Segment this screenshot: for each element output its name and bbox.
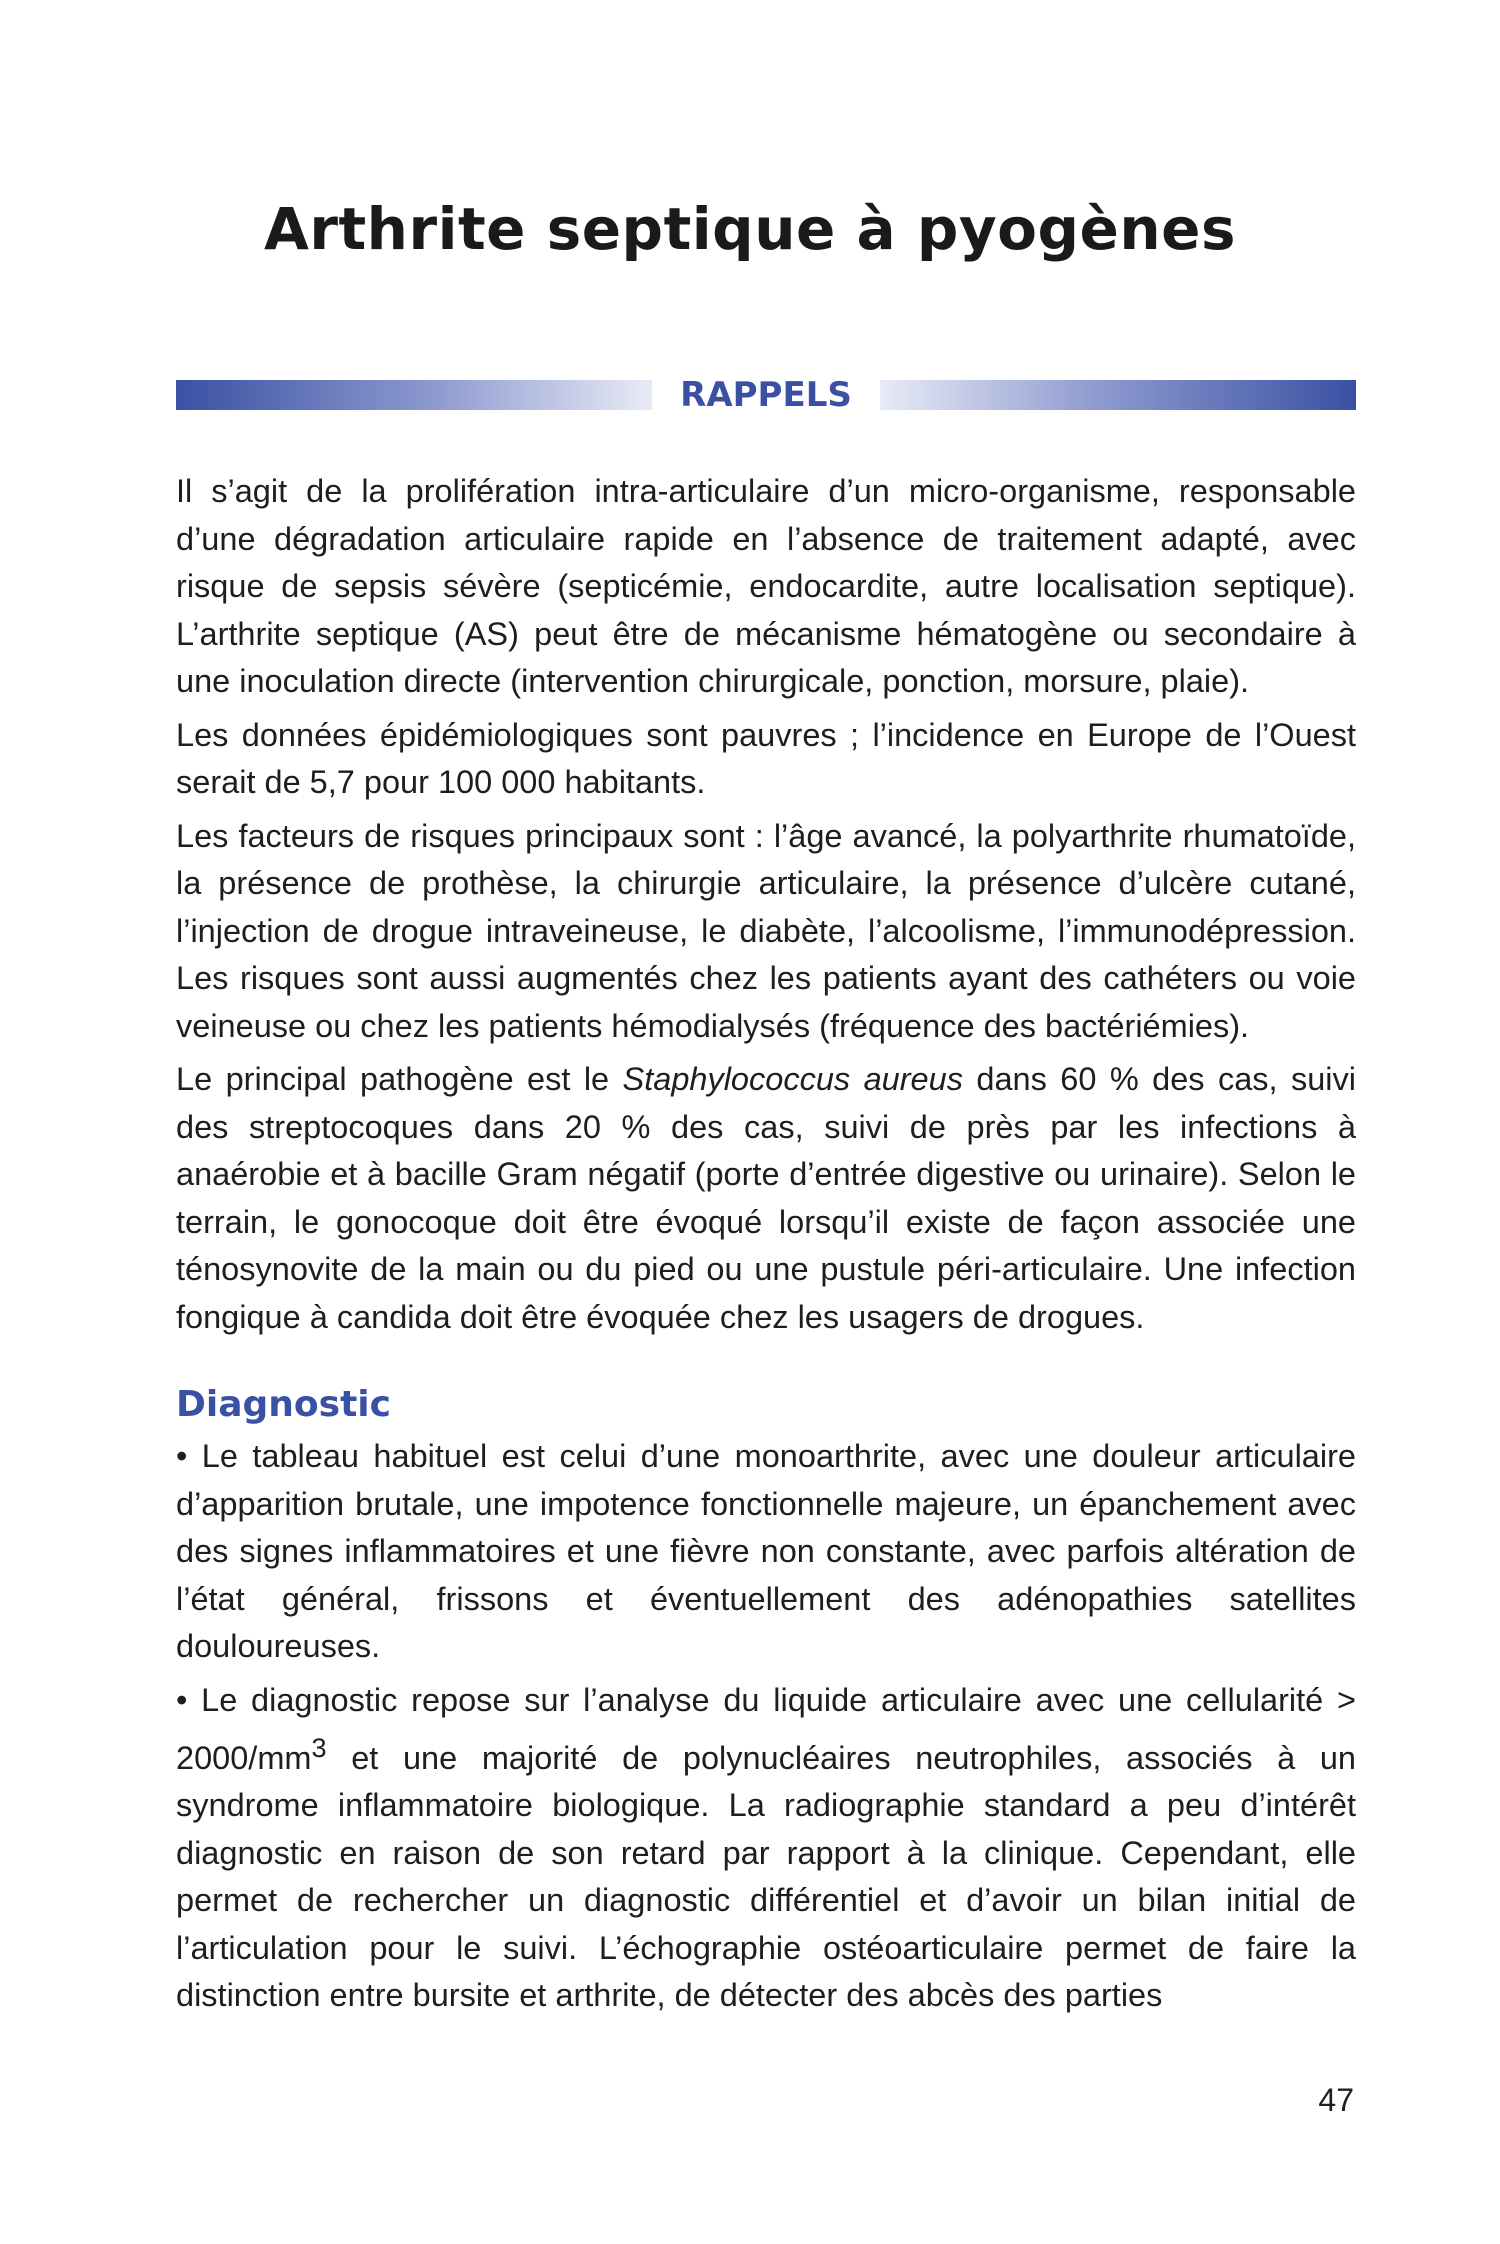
diagnostic-bullet-analysis: [176, 1677, 1356, 2020]
analysis-text-before: • Le diagnostic repose sur l’analyse du liquide articulaire avec une cellularité > 2000/mm: [176, 1681, 1356, 1776]
analysis-text-after: et une majorité de polynucléaires neutrophiles, associés à un syndrome inflammatoire biologique. La radiographie standard a peu d’intérêt diagnostic en raison de son retard par rapport à la clinique. Cependant, elle permet de rechercher un diagnostic différentiel et d’avoir un bilan initial de l’articulation pour le suivi. L’échographie ostéoarticulaire permet de faire la distinction entre bursite et arthrite, de détecter des abcès des parties: [176, 1739, 1356, 2014]
pathogen-text-before: Le principal pathogène est le: [176, 1061, 623, 1097]
section-heading: RAPPELS: [680, 375, 852, 415]
section-banner: [176, 372, 1356, 418]
diagnostic-bullet-clinical: • Le tableau habituel est celui d’une monoarthrite, avec une douleur articulaire d’apparition brutale, une impotence fonctionnelle majeure, un épanchement avec des signes inflammatoires et une fièvre non constante, avec parfois altération de l’état général, frissons et éventuellement des adénopathies satellites douloureuses.: [176, 1438, 1356, 1664]
page-title: Arthrite septique à pyogènes: [263, 195, 1237, 263]
body-text: [176, 468, 1356, 2026]
banner-gradient-bar-right: [880, 380, 1356, 410]
paragraph-epidemiology: Les données épidémiologiques sont pauvres ; l’incidence en Europe de l’Ouest serait de 5,7 pour 100 000 habitants.: [176, 716, 1356, 800]
superscript-exponent: 3: [311, 1732, 327, 1763]
diagnostic-heading: Diagnostic: [176, 1384, 391, 1425]
paragraph-definition: Il s’agit de la prolifération intra-articulaire d’un micro-organisme, responsable d’une dégradation articulaire rapide en l’absence de traitement adapté, avec risque de sepsis sévère (septicémie, endocardite, autre localisation septique). L’arthrite septique (AS) peut être de mécanisme hématogène ou secondaire à une inoculation directe (intervention chirurgicale, ponction, morsure, plaie).: [176, 473, 1356, 699]
species-name: Staphylococcus aureus: [622, 1061, 963, 1097]
page-number: 47: [1318, 2082, 1354, 2118]
banner-gradient-bar-left: [176, 380, 652, 410]
paragraph-risk-factors: Les facteurs de risques principaux sont : l’âge avancé, la polyarthrite rhumatoïde, la présence de prothèse, la chirurgie articulaire, la présence d’ulcère cutané, l’injection de drogue intraveineuse, le diabète, l’alcoolisme, l’immunodépression. Les risques sont aussi augmentés chez les patients ayant des cathéters ou voie veineuse ou chez les patients hémodialysés (fréquence des bactériémies).: [176, 817, 1356, 1044]
pathogen-text-after: dans 60 % des cas, suivi des streptocoques dans 20 % des cas, suivi de près par les infections à anaérobie et à bacille Gram négatif (porte d’entrée digestive ou urinaire). Selon le terrain, le gonocoque doit être évoqué lorsqu’il existe de façon associée une ténosynovite de la main ou du pied ou une pustule péri-articulaire. Une infection fongique à candida doit être évoquée chez les usagers de drogues.: [176, 1061, 1356, 1335]
paragraph-pathogens: [176, 1056, 1356, 1341]
